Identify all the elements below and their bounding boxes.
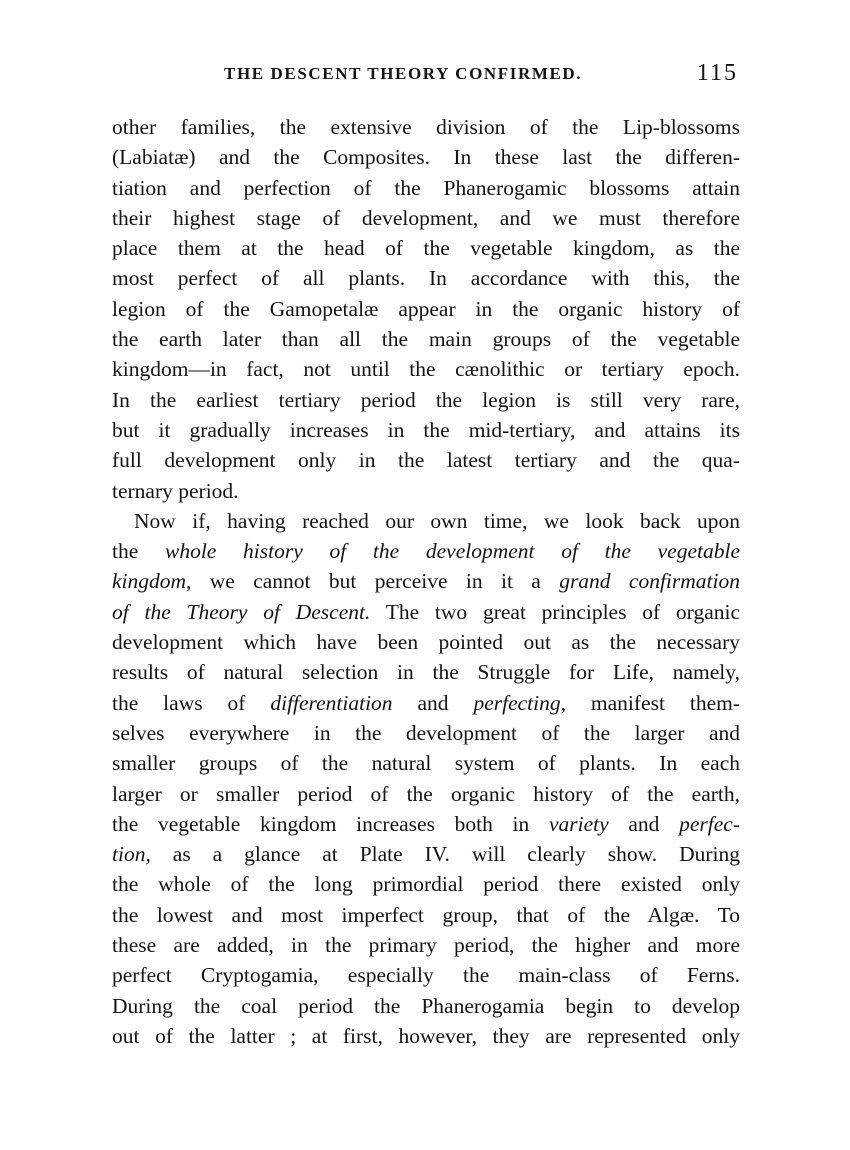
page-header (112, 60, 740, 96)
text-run: most perfect of all plants. In accordance with this, the (112, 266, 740, 291)
text-line (112, 263, 740, 293)
text-run: ternary period. (112, 478, 239, 503)
text-line (112, 1021, 740, 1051)
text-line (112, 900, 740, 930)
text-run: as a glance at Plate IV. will clearly show. During (150, 842, 740, 867)
italic-text: variety (548, 811, 609, 836)
text-run: The two great principles of organic (370, 599, 741, 624)
text-line (112, 415, 740, 445)
text-line (112, 809, 740, 839)
page-number: 115 (696, 60, 738, 86)
text-line (112, 930, 740, 960)
text-line (112, 688, 740, 718)
text-line (112, 445, 740, 475)
text-run: the laws of (112, 690, 271, 715)
text-run: full development only in the latest tertiary and the qua- (112, 448, 740, 473)
text-run: (Labiatæ) and the Composites. In these last the differen- (112, 145, 740, 170)
text-line (112, 748, 740, 778)
text-run: the whole of the long primordial period there existed only (112, 872, 740, 897)
text-run: their highest stage of development, and we must therefore (112, 205, 740, 230)
text-line (112, 718, 740, 748)
text-run: the lowest and most imperfect group, that of the Algæ. To (112, 902, 740, 927)
text-run: but it gradually increases in the mid-tertiary, and attains its (112, 417, 740, 442)
text-run: the (112, 539, 165, 564)
text-line (112, 657, 740, 687)
text-run: In the earliest tertiary period the legion is still very rare, (112, 387, 740, 412)
text-run: development which have been pointed out as the necessary (112, 630, 740, 655)
text-line (112, 839, 740, 869)
italic-text: tion, (112, 842, 151, 867)
text-run: manifest them- (565, 690, 740, 715)
body-text (112, 112, 740, 1051)
text-line (112, 627, 740, 657)
text-line (112, 779, 740, 809)
text-line (112, 869, 740, 899)
text-run: Now if, having reached our own time, we look back upon (134, 508, 740, 533)
text-line (112, 294, 740, 324)
text-line (112, 566, 740, 596)
text-line (112, 506, 740, 536)
italic-text: differentiation (270, 690, 393, 715)
text-run: and (392, 690, 474, 715)
italic-text: grand confirmation (559, 569, 740, 594)
text-line (112, 233, 740, 263)
text-run: legion of the Gamopetalæ appear in the organic history of (112, 296, 740, 321)
text-run: tiation and perfection of the Phanerogamic blossoms attain (112, 175, 740, 200)
text-line (112, 203, 740, 233)
text-line (112, 173, 740, 203)
text-line (112, 991, 740, 1021)
text-line (112, 324, 740, 354)
text-run: During the coal period the Phanerogamia begin to develop (112, 993, 740, 1018)
text-run: and (608, 811, 680, 836)
text-run: out of the latter ; at first, however, they are represented only (112, 1023, 740, 1048)
italic-text: whole history of the development of the vegetable (164, 539, 740, 564)
text-line (112, 385, 740, 415)
text-line (112, 142, 740, 172)
italic-text: kingdom, (112, 569, 192, 594)
italic-text: perfecting, (473, 690, 566, 715)
text-line (112, 960, 740, 990)
running-head: THE DESCENT THEORY CONFIRMED. (224, 64, 583, 83)
text-run: kingdom—in fact, not until the cænolithic or tertiary epoch. (112, 357, 740, 382)
text-line (112, 354, 740, 384)
text-run: larger or smaller period of the organic history of the earth, (112, 781, 740, 806)
text-line (112, 536, 740, 566)
text-run: perfect Cryptogamia, especially the main-class of Ferns. (112, 963, 740, 988)
text-run: the vegetable kingdom increases both in (112, 811, 549, 836)
text-run: selves everywhere in the development of the larger and (112, 720, 740, 745)
text-line (112, 597, 740, 627)
italic-text: perfec- (679, 811, 740, 836)
text-run: place them at the head of the vegetable kingdom, as the (112, 236, 740, 261)
text-run: these are added, in the primary period, the higher and more (112, 933, 740, 958)
text-run: the earth later than all the main groups of the vegetable (112, 327, 740, 352)
text-run: we cannot but perceive in it a (191, 569, 560, 594)
text-run: smaller groups of the natural system of plants. In each (112, 751, 740, 776)
text-line (112, 112, 740, 142)
text-run: other families, the extensive division of the Lip-blossoms (112, 115, 740, 139)
text-line (112, 476, 740, 506)
italic-text: of the Theory of Descent. (112, 599, 371, 624)
text-run: results of natural selection in the Struggle for Life, namely, (112, 660, 740, 685)
